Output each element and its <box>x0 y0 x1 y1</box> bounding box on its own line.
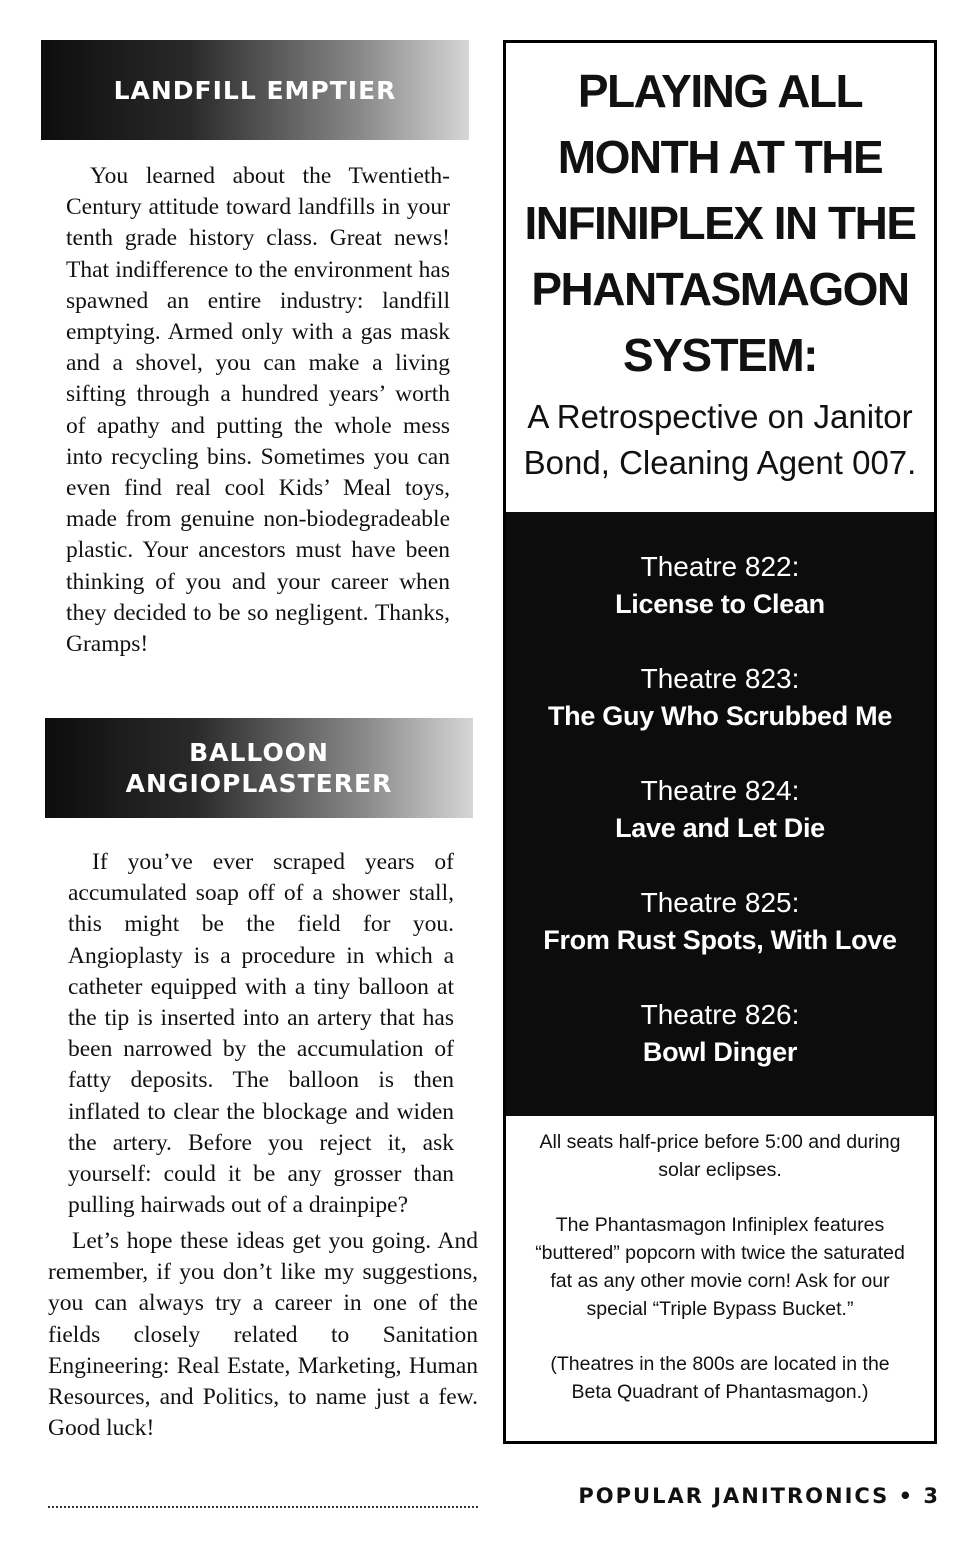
page-number: 3 <box>923 1484 940 1508</box>
paragraph: Let’s hope these ideas get you going. And remember, if you don’t like my suggestions, you can always try a career in one of the fields closely related to Sanitation Engineering: Real Estate, Marketing, Human Resources, and Politics, to name just a few. Good luck! <box>48 1228 478 1442</box>
section-heading-line-1: BALLOON <box>189 738 329 767</box>
page-footer <box>578 1484 940 1508</box>
paragraph: You learned about the Twentieth-Century attitude toward landfills in your tenth grade history class. Great news! That indifference to the environment has spawned an entire industry: landfill emptying. Armed only with a gas mask and a shovel, you can make a living sifting through a hundred years’ worth of apathy and putting the whole mess into recycling bins. Sometimes you can even find real cool Kids’ Meal toys, made from genuine non-biodegradeable plastic. Your ancestors must have been thinking of you and your career when they decided to be so negligent. Thanks, Gramps! <box>66 163 450 658</box>
theatre-number: Theatre 822: <box>640 551 800 582</box>
ad-title-line: PHANTASMAGON <box>531 263 909 315</box>
ad-title-line: INFINIPLEX IN THE <box>524 197 916 249</box>
theatre-listing <box>506 512 934 1116</box>
ad-title-line: MONTH AT THE <box>557 131 883 183</box>
publication-name: POPULAR JANITRONICS <box>578 1484 890 1508</box>
ad-title-line: PLAYING ALL <box>577 65 863 117</box>
theatre-entry <box>506 997 934 1109</box>
closing-body <box>48 1226 478 1444</box>
ad-notes <box>513 1120 927 1434</box>
balloon-angioplasterer-body <box>68 847 454 1221</box>
theatre-number: Theatre 826: <box>640 999 800 1030</box>
film-title: Bowl Dinger <box>642 1037 798 1067</box>
section-heading-landfill-emptier <box>41 40 469 140</box>
bullet-separator: • <box>898 1484 915 1508</box>
ad-note-location: (Theatres in the 800s are located in the Beta Quadrant of Phantasmagon.) <box>550 1353 890 1403</box>
theatre-number: Theatre 823: <box>640 663 800 694</box>
section-heading-line-2: ANGIOPLASTERER <box>125 769 393 798</box>
theatre-entry <box>506 661 934 773</box>
section-heading-text: LANDFILL EMPTIER <box>113 75 397 105</box>
ad-subtitle <box>513 394 927 486</box>
theatre-entry <box>506 549 934 661</box>
landfill-emptier-body <box>66 161 450 660</box>
film-title: Lave and Let Die <box>615 813 825 843</box>
ad-subtitle-line: A Retrospective on Janitor <box>527 398 913 435</box>
film-title: The Guy Who Scrubbed Me <box>547 701 893 731</box>
infiniplex-advertisement <box>503 40 937 1444</box>
ad-header <box>513 50 927 508</box>
ad-title <box>513 58 927 388</box>
paragraph: If you’ve ever scraped years of accumulated soap off of a shower stall, this might be the field for you. Angioplasty is a procedure in which a catheter equipped with a tiny balloon at the tip is inserted into an artery that has been narrowed by the accumulation of fatty deposits. The balloon is then inflated to clear the blockage and widen the artery. Before you reject it, ask yourself: could it be any grosser than pulling hairwads out of a drainpipe? <box>68 849 454 1219</box>
dotted-divider <box>48 1506 478 1508</box>
ad-subtitle-line: Bond, Cleaning Agent 007. <box>523 444 917 481</box>
theatre-number: Theatre 824: <box>640 775 800 806</box>
film-title: License to Clean <box>615 589 825 619</box>
ad-note-pricing: All seats half-price before 5:00 and during solar eclipses. <box>539 1131 901 1181</box>
film-title: From Rust Spots, With Love <box>543 925 897 955</box>
theatre-entry <box>506 773 934 885</box>
theatre-entry <box>506 885 934 997</box>
ad-title-line: SYSTEM: <box>623 329 817 381</box>
section-heading-balloon-angioplasterer <box>45 718 473 818</box>
theatre-number: Theatre 825: <box>640 887 800 918</box>
ad-note-popcorn: The Phantasmagon Infiniplex features “buttered” popcorn with twice the saturated fat as any other movie corn! Ask for our special “Triple Bypass Bucket.” <box>535 1214 905 1320</box>
